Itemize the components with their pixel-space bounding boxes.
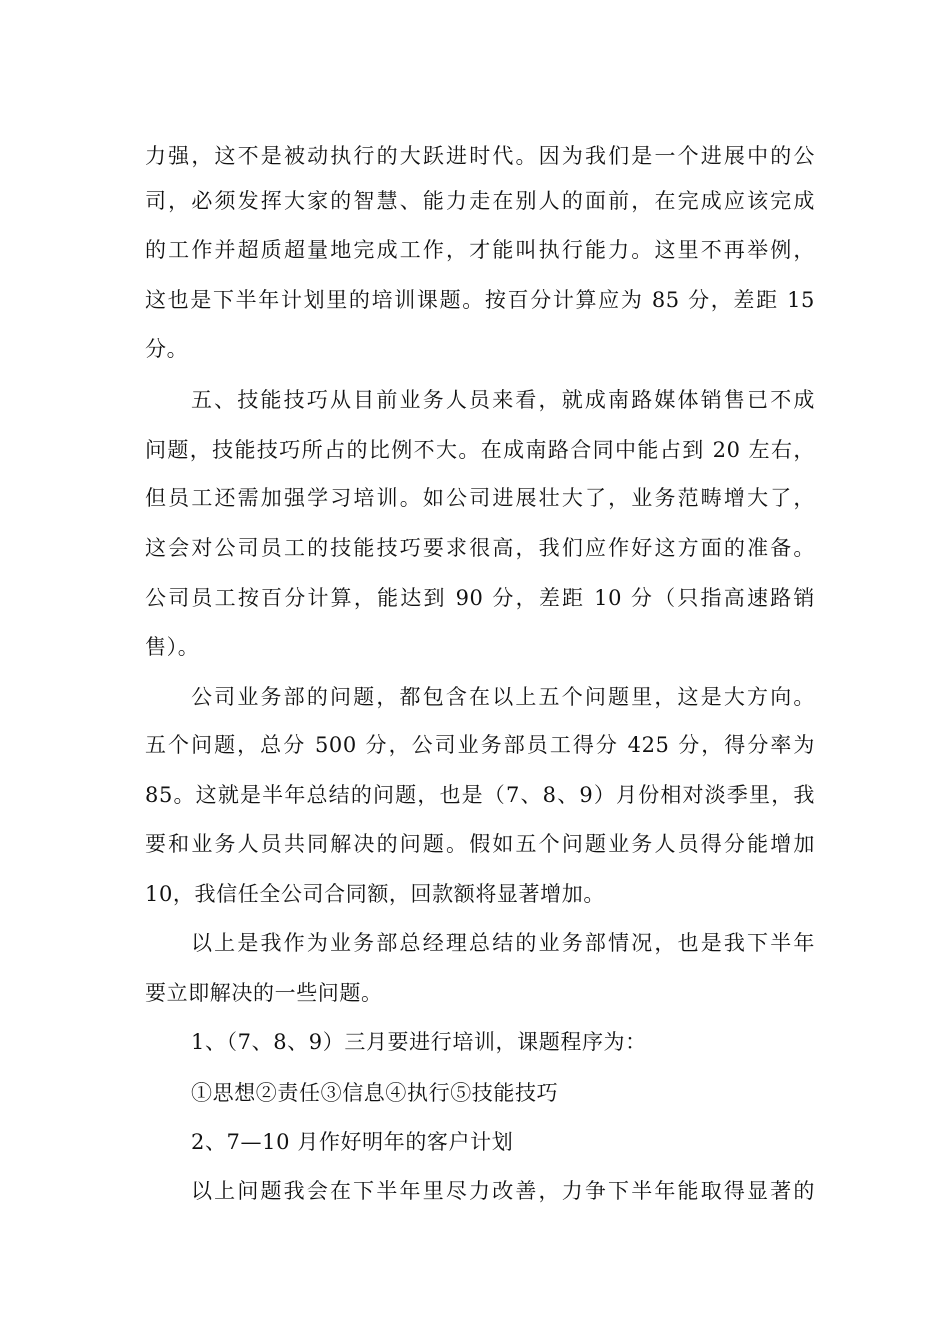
paragraph-start-line: 公司业务部的问题，都包含在以上五个问题里，这是大方向。: [191, 685, 815, 709]
text-line: 问题，技能技巧所占的比例不大。在成南路合同中能占到 20 左右，: [145, 438, 815, 462]
text-line: 10，我信任全公司合同额，回款额将显著增加。: [145, 882, 605, 906]
text-line: 要和业务人员共同解决的问题。假如五个问题业务人员得分能增加: [145, 832, 815, 856]
paragraph-start-line: 以上问题我会在下半年里尽力改善，力争下半年能取得显著的: [191, 1179, 815, 1203]
text-line: 公司员工按百分计算，能达到 90 分，差距 10 分（只指高速路销: [145, 586, 815, 610]
paragraph-start-line: 以上是我作为业务部总经理总结的业务部情况，也是我下半年: [191, 931, 815, 955]
text-line: 力强，这不是被动执行的大跃进时代。因为我们是一个进展中的公: [145, 144, 815, 168]
text-line: 85。这就是半年总结的问题，也是（7、8、9）月份相对淡季里，我: [145, 783, 815, 807]
paragraph-start-line: 五、技能技巧从目前业务人员来看，就成南路媒体销售已不成: [191, 388, 815, 412]
text-line: 售）。: [145, 635, 200, 659]
text-line: 但员工还需加强学习培训。如公司进展壮大了，业务范畴增大了，: [145, 486, 815, 510]
text-line: 要立即解决的一些问题。: [145, 981, 383, 1005]
topic-list-line: ①思想②责任③信息④执行⑤技能技巧: [191, 1081, 559, 1105]
list-item-1: 1、（7、8、9）三月要进行培训，课题程序为：: [191, 1030, 647, 1054]
text-line: 司，必须发挥大家的智慧、能力走在别人的面前，在完成应该完成: [145, 189, 815, 213]
text-line: 这会对公司员工的技能技巧要求很高，我们应作好这方面的准备。: [145, 536, 815, 560]
text-line: 的工作并超质超量地完成工作，才能叫执行能力。这里不再举例，: [145, 238, 815, 262]
text-line: 分。: [145, 337, 189, 361]
text-line: 五个问题，总分 500 分，公司业务部员工得分 425 分，得分率为: [145, 733, 815, 757]
text-line: 这也是下半年计划里的培训课题。按百分计算应为 85 分，差距 15: [145, 288, 815, 312]
list-item-2: 2、7—10 月作好明年的客户计划: [191, 1130, 514, 1154]
